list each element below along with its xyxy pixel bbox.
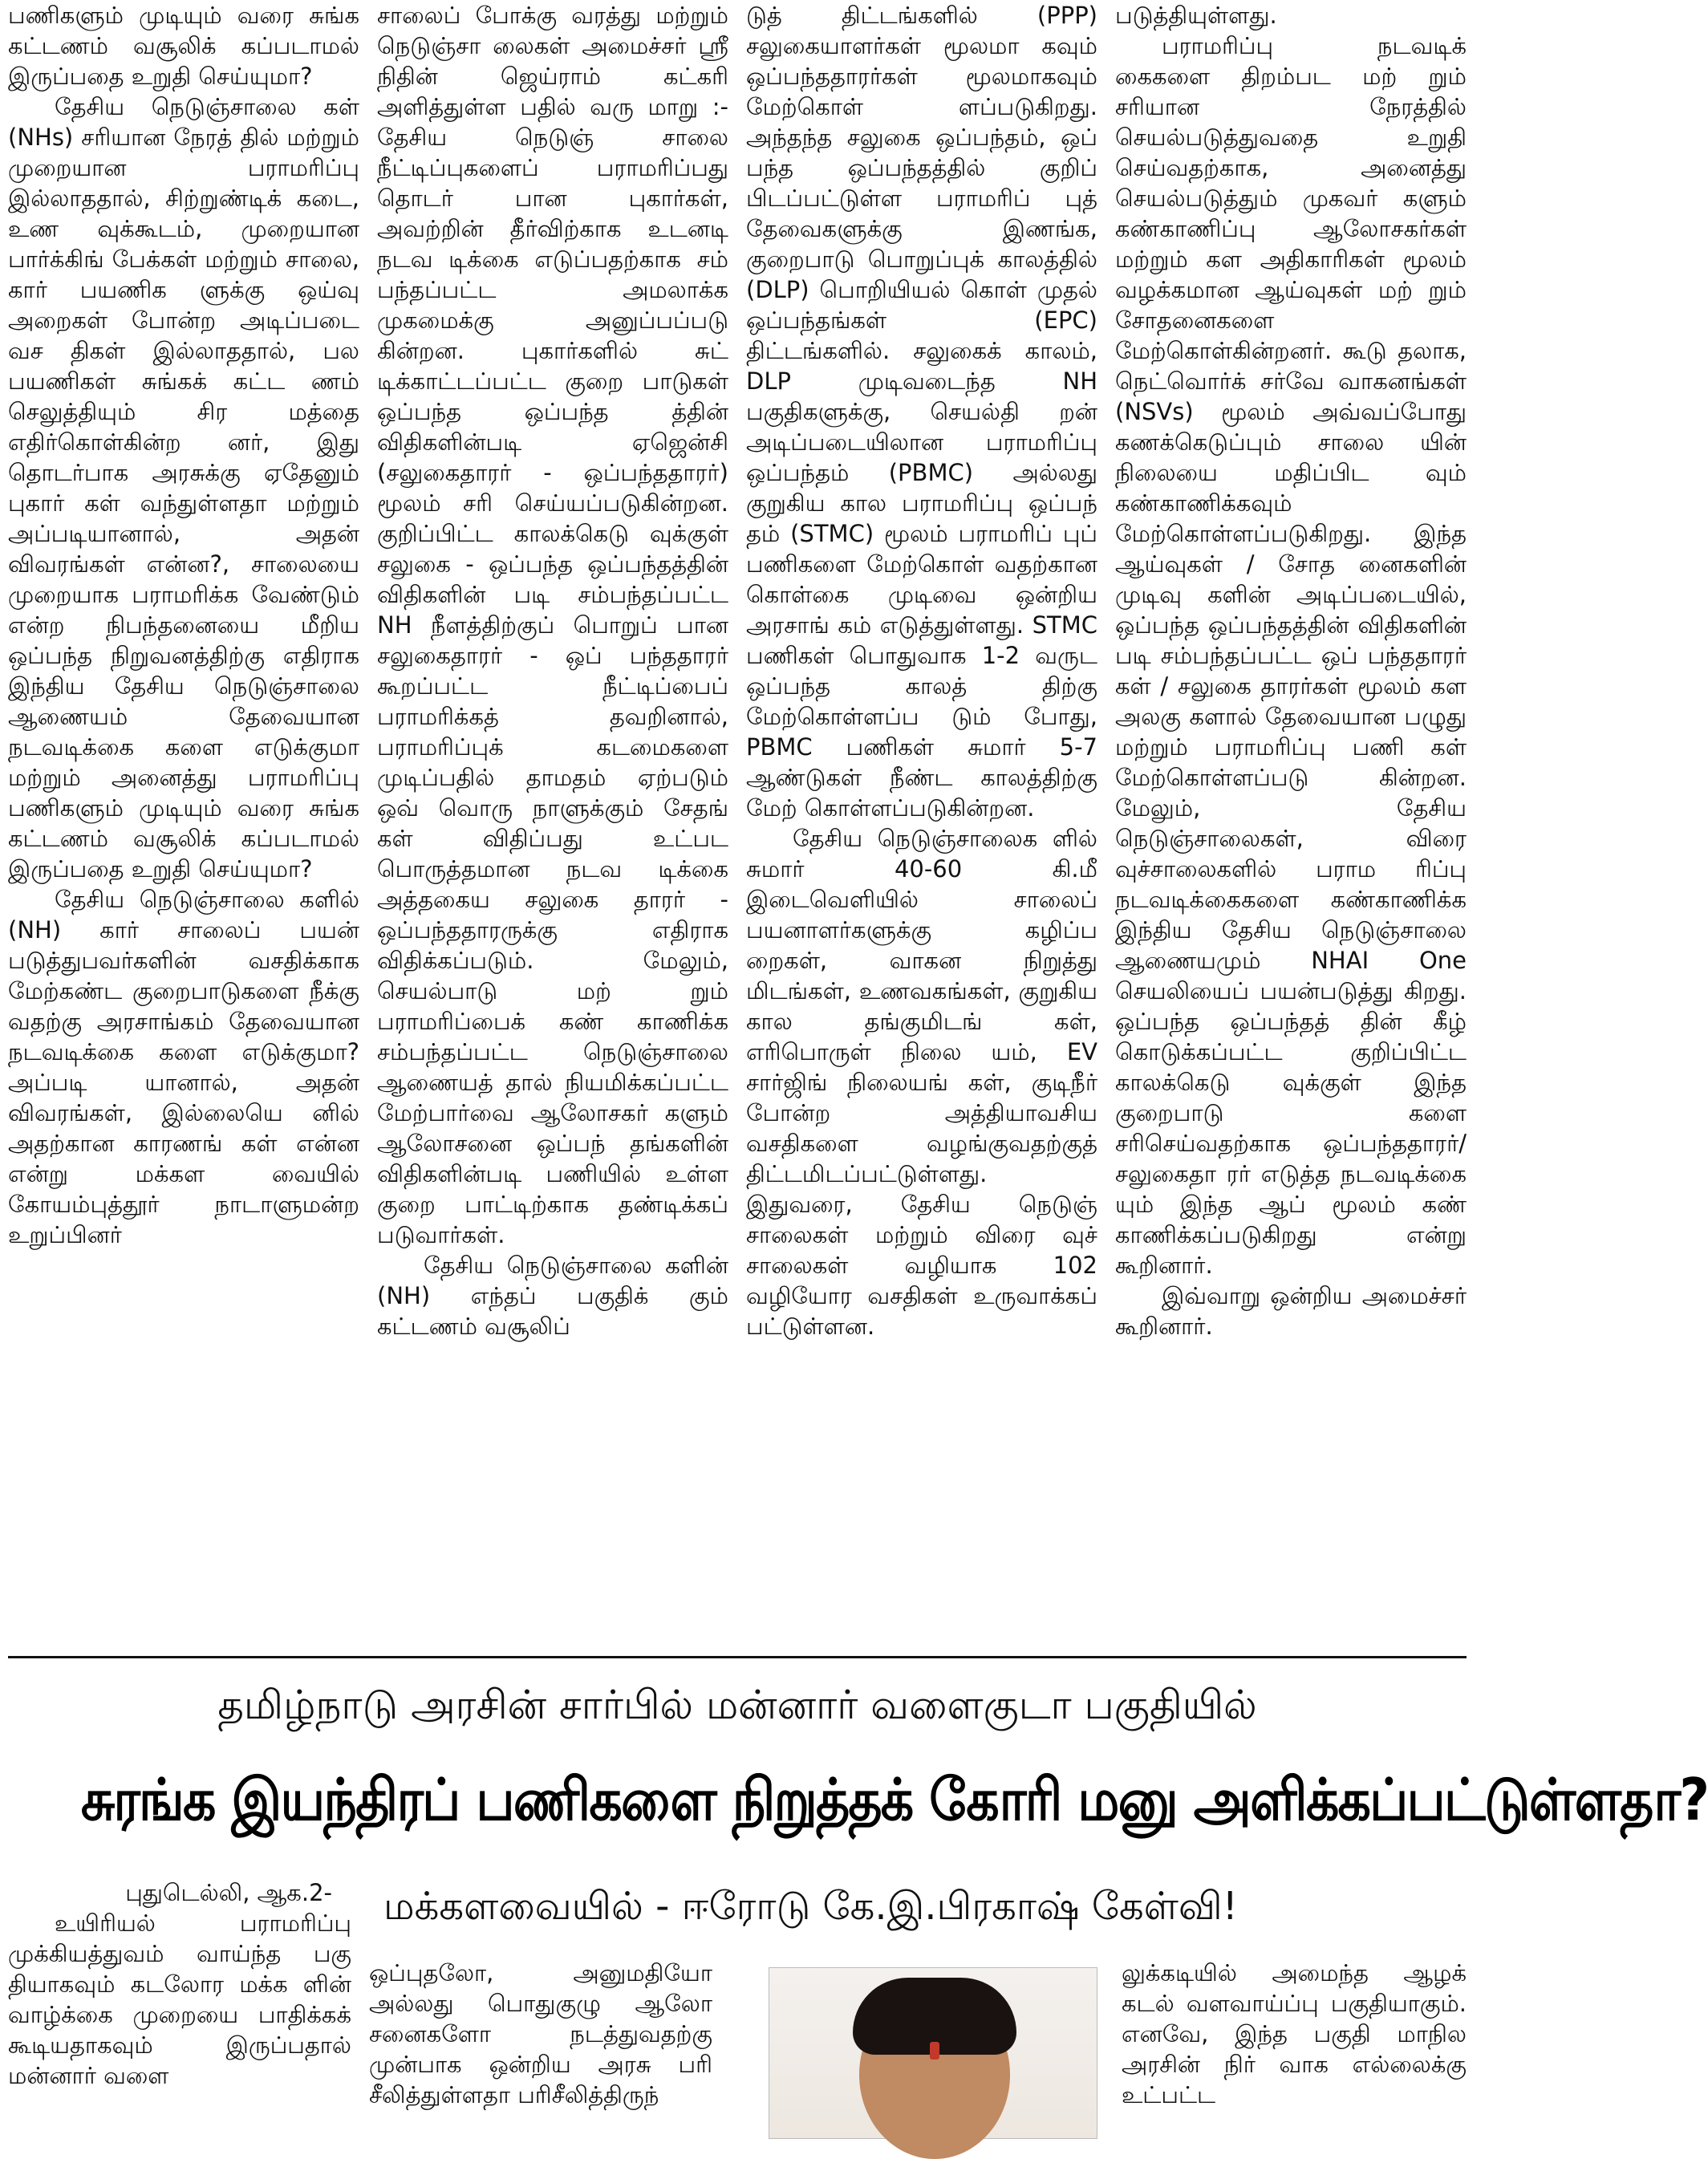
article-paragraph: டுத் திட்டங்களில் (PPP) சலுகையாளர்கள் மூலமா கவும் ஒப்பந்ததாரர்கள் மூலமாகவும் மேற்கொள் ளப்படுகிறது. அந்தந்த சலுகை ஒப்பந்தம், ஒப் பந்த ஒப்பந்தத்தில் குறிப் பிடப்பட்டுள்ள பராமரிப் புத் தேவைகளுக்கு இணங்க, குறைபாடு பொறுப்புக் காலத்தில் (DLP) பொறியியல் கொள் முதல் ஒப்பந்தங்கள் (EPC) திட்டங்களில். சலுகைக் காலம், DLP முடிவடைந்த NH பகுதிகளுக்கு, செயல்தி றன் அடிப்படையிலான பராமரிப்பு ஒப்பந்தம் (PBMC) அல்லது குறுகிய கால பராமரிப்பு ஒப்பந் தம் (STMC) மூலம் பராமரிப் புப் பணிகளை மேற்கொள் வதற்கான கொள்கை முடிவை ஒன்றிய அரசாங் கம் எடுத்துள்ளது. STMC பணிகள் பொதுவாக 1-2 வருட ஒப்பந்த காலத் திற்கு மேற்கொள்ளப்ப டும் போது, PBMC பணிகள் சுமார் 5-7 ஆண்டுகள் நீண்ட காலத்திற்கு மேற் கொள்ளப்படுகின்றன. [746, 2, 1097, 822]
article-column-4 [1115, 0, 1467, 1637]
lower-article-column-4 [1122, 1958, 1467, 2139]
article-paragraph: தேசிய நெடுஞ்சாலை களில் (NH) கார் சாலைப் பயன் படுத்துபவர்களின் வசதிக்காக மேற்கண்ட குறைபாடுகளை நீக்கு வதற்கு அரசாங்கம் தேவையான நடவடிக்கை களை எடுக்குமா? அப்படி யானால், அதன் விவரங்கள், இல்லையெ னில் அதற்கான காரணங் கள் என்ன என்று மக்கள வையில் கோயம்புத்தூர் நாடாளுமன்ற உறுப்பினர் [8, 886, 359, 1248]
lower-article-column-2 [369, 1958, 712, 2139]
headline-kicker: தமிழ்நாடு அரசின் சார்பில் மன்னார் வளைகுடா பகுதியில் [217, 1682, 1257, 1728]
lower-article-column-1 [8, 1877, 351, 2139]
article-column-2 [377, 0, 728, 1637]
article-paragraph: இவ்வாறு ஒன்றிய அமைச்சர் கூறினார். [1115, 1282, 1467, 1340]
article-paragraph: சாலைப் போக்கு வரத்து மற்றும் நெடுஞ்சா லைகள் அமைச்சர் ஸ்ரீ நிதின் ஜெய்ராம் கட்கரி அளித்துள்ள பதில் வரு மாறு :- தேசிய நெடுஞ் சாலை நீட்டிப்புகளைப் பராமரிப்பது தொடர் பான புகார்கள், அவற்றின் தீர்விற்காக உடனடி நடவ டிக்கை எடுப்பதற்காக சம் பந்தப்பட்ட அமலாக்க முகமைக்கு அனுப்பப்படு கின்றன. புகார்களில் சுட் டிக்காட்டப்பட்ட குறை பாடுகள் ஒப்பந்த ஒப்பந்த த்தின் விதிகளின்படி ஏஜென்சி (சலுகைதாரர் - ஒப்பந்ததாரர்) மூலம் சரி செய்யப்படுகின்றன. குறிப்பிட்ட காலக்கெடு வுக்குள் சலுகை - ஒப்பந்த ஒப்பந்தத்தின் விதிகளின் படி சம்பந்தப்பட்ட NH நீளத்திற்குப் பொறுப் பான சலுகைதாரர் - ஒப் பந்ததாரர் கூறப்பட்ட நீட்டிப்பைப் பராமரிக்கத் தவறினால், பராமரிப்புக் கடமைகளை முடிப்பதில் தாமதம் ஏற்படும் ஒவ் வொரு நாளுக்கும் சேதங் கள் விதிப்பது உட்பட பொருத்தமான நடவ டிக்கை அத்தகைய சலுகை தாரர் - ஒப்பந்ததாரருக்கு எதிராக விதிக்கப்படும். மேலும், செயல்பாடு மற் றும் பராமரிப்பைக் கண் காணிக்க சம்பந்தப்பட்ட நெடுஞ்சாலை ஆணையத் தால் நியமிக்கப்பட்ட மேற்பார்வை ஆலோசகர் களும் ஆலோசனை ஒப்பந் தங்களின் விதிகளின்படி பணியில் உள்ள குறை பாட்டிற்காக தண்டிக்கப் படுவார்கள். [377, 2, 728, 1248]
portrait-photo [769, 1967, 1097, 2139]
lower-article [8, 1877, 1467, 2139]
main-headline: சுரங்க இயந்திரப் பணிகளை நிறுத்தக் கோரி மனு அளிக்கப்பட்டுள்ளதா? [80, 1766, 1708, 1833]
article-paragraph: தேசிய நெடுஞ்சாலை கள் (NHs) சரியான நேரத் தில் மற்றும் முறையான பராமரிப்பு இல்லாததால், சிற்றுண்டிக் கடை, உண வுக்கூடம், முறையான பார்க்கிங் பேக்கள் மற்றும் சாலை, கார் பயணிக ளுக்கு ஒய்வு அறைகள் போன்ற அடிப்படை வச திகள் இல்லாததால், பல பயணிகள் சுங்கக் கட்ட ணம் செலுத்தியும் சிர மத்தை எதிர்கொள்கின்ற னர், இது தொடர்பாக அரசுக்கு ஏதேனும் புகார் கள் வந்துள்ளதா மற்றும் அப்படியானால், அதன் விவரங்கள் என்ன?, சாலையை முறையாக பராமரிக்க வேண்டும் என்ற நிபந்தனையை மீறிய ஒப்பந்த நிறுவனத்திற்கு எதிராக இந்திய தேசிய நெடுஞ்சாலை ஆணையம் தேவையான நடவடிக்கை களை எடுக்குமா மற்றும் அனைத்து பராமரிப்பு பணிகளும் முடியும் வரை சுங்க கட்டணம் வசூலிக் கப்படாமல் இருப்பதை உறுதி செய்யுமா? [8, 93, 359, 883]
subheadline: மக்களவையில் - ஈரோடு கே.இ.பிரகாஷ் கேள்வி! [383, 1884, 1238, 1929]
dateline: புதுடெல்லி, ஆக.2- [125, 1879, 332, 1906]
forehead-mark [930, 2042, 939, 2060]
section-divider [8, 1656, 1467, 1658]
article-paragraph: தேசிய நெடுஞ்சாலை களின் (NH) எந்தப் பகுதிக் கும் கட்டணம் வசூலிப் [377, 1252, 728, 1340]
article-paragraph: ஒப்புதலோ, அனுமதியோ அல்லது பொதுகுழு ஆலோ சனைகளோ நடத்துவதற்கு முன்பாக ஒன்றிய அரசு பரி சீலித்துள்ளதா பரிசீலித்திருந் [369, 1959, 712, 2108]
article-paragraph: தேசிய நெடுஞ்சாலைக ளில் சுமார் 40-60 கி.மீ இடைவெளியில் சாலைப் பயனாளர்களுக்கு கழிப்ப றைகள், வாகன நிறுத்து மிடங்கள், உணவகங்கள், குறுகிய கால தங்குமிடங் கள், எரிபொருள் நிலை யம், EV சார்ஜிங் நிலையங் கள், குடிநீர் போன்ற அத்தியாவசிய வசதிகளை வழங்குவதற்குத் திட்டமிடப்பட்டுள்ளது. இதுவரை, தேசிய நெடுஞ் சாலைகள் மற்றும் விரை வுச் சாலைகள் வழியாக 102 வழியோர வசதிகள் உருவாக்கப் பட்டுள்ளன. [746, 825, 1097, 1340]
article-column-1 [8, 0, 359, 1637]
article-paragraph: பணிகளும் முடியும் வரை சுங்க கட்டணம் வசூலிக் கப்படாமல் இருப்பதை உறுதி செய்யுமா? [8, 2, 359, 90]
article-paragraph: உயிரியல் பராமரிப்பு முக்கியத்துவம் வாய்ந்த பகு தியாகவும் கடலோர மக்க ளின் வாழ்க்கை முறையை பாதிக்கக் கூடியதாகவும் இருப்பதால் மன்னார் வளை [8, 1909, 351, 2089]
article-paragraph: படுத்தியுள்ளது. [1115, 2, 1277, 29]
article-paragraph: லுக்கடியில் அமைந்த ஆழக் கடல் வளவாய்ப்பு பகுதியாகும். எனவே, இந்த பகுதி மாநில அரசின் நிர் வாக எல்லைக்கு உட்பட்ட [1122, 1959, 1467, 2108]
article-column-3 [746, 0, 1097, 1637]
article-paragraph: பராமரிப்பு நடவடிக் கைகளை திறம்பட மற் றும் சரியான நேரத்தில் செயல்படுத்துவதை உறுதி செய்வதற்காக, அனைத்து செயல்படுத்தும் முகவர் களும் கண்காணிப்பு ஆலோசகர்கள் மற்றும் கள அதிகாரிகள் மூலம் வழக்கமான ஆய்வுகள் மற் றும் சோதனைகளை மேற்கொள்கின்றனர். கூடு தலாக, நெட்வொர்க் சர்வே வாகனங்கள் (NSVs) மூலம் அவ்வப்போது கணக்கெடுப்பும் சாலை யின் நிலையை மதிப்பிட வும் கண்காணிக்கவும் மேற்கொள்ளப்படுகிறது. இந்த ஆய்வுகள் / சோத னைகளின் முடிவு களின் அடிப்படையில், ஒப்பந்த ஒப்பந்தத்தின் விதிகளின் படி சம்பந்தப்பட்ட ஒப் பந்ததாரர் கள் / சலுகை தாரர்கள் மூலம் கள அலகு களால் தேவையான பழுது மற்றும் பராமரிப்பு பணி கள் மேற்கொள்ளப்படு கின்றன. மேலும், தேசிய நெடுஞ்சாலைகள், விரை வுச்சாலைகளில் பராம ரிப்பு நடவடிக்கைகளை கண்காணிக்க இந்திய தேசிய நெடுஞ்சாலை ஆணையமும் NHAI One செயலியைப் பயன்படுத்து கிறது. ஒப்பந்த ஒப்பந்தத் தின் கீழ் கொடுக்கப்பட்ட குறிப்பிட்ட காலக்கெடு வுக்குள் இந்த குறைபாடு களை சரிசெய்வதற்காக ஒப்பந்ததாரர்/சலுகைதா ரர் எடுத்த நடவடிக்கை யும் இந்த ஆப் மூலம் கண் காணிக்கப்படுகிறது என்று கூறினார். [1115, 32, 1467, 1279]
top-article [8, 0, 1467, 1637]
